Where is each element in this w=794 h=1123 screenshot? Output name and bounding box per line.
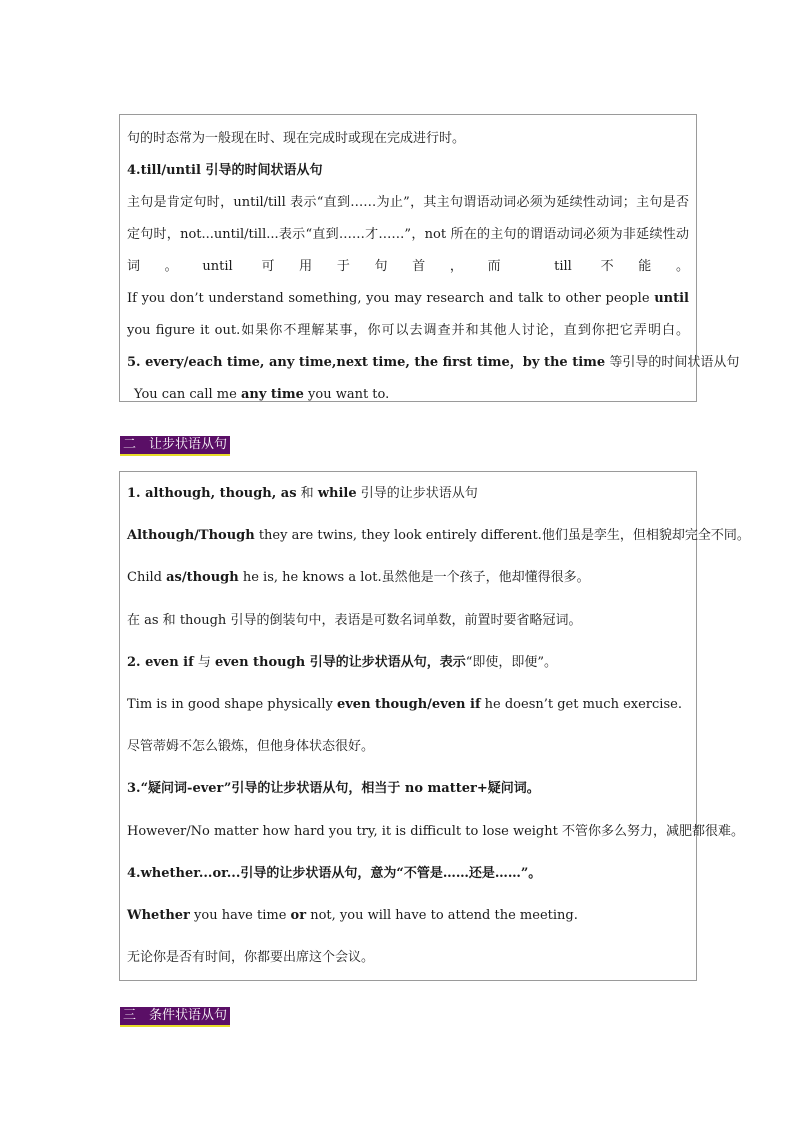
section-label-concession: 二 让步状语从句 xyxy=(120,436,230,456)
heading-whether-or: 4.whether...or...引导的让步状语从句，意为“不管是……还是……”。 xyxy=(127,865,542,881)
section-label-condition: 三 条件状语从句 xyxy=(120,1007,230,1027)
although-example: Although/Though they are twins, they look entirely different.他们虽是孪生，但相貌却完全不同。 xyxy=(127,528,750,544)
any-time-example: You can call me any time you want to. xyxy=(134,387,390,402)
heading-wh-ever: 3.“疑问词-ever”引导的让步状语从句，相当于 no matter+疑问词。 xyxy=(127,781,540,797)
whether-translation: 无论你是否有时间，你都要出席这个会议。 xyxy=(127,950,375,966)
heading-although-though: 1. although, though, as 和 while 引导的让步状语从句 xyxy=(127,486,478,501)
time-clause-box xyxy=(119,114,740,402)
as-though-example: Child as/though he is, he knows a lot.虽然他是一个孩子，他却懂得很多。 xyxy=(127,570,590,586)
till-until-example: If you don’t understand something, you may research and talk to other people until you figure it out.如果你不理解某事，你可以去调查并和其他人讨论，直到你把它弄明白。 xyxy=(127,291,689,338)
however-example: However/No matter how hard you try, it is difficult to lose weight 不管你多么努力，减肥都很难。 xyxy=(127,823,744,839)
concession-clause-box xyxy=(119,471,750,981)
even-though-example: Tim is in good shape physically even though/even if he doesn’t get much exercise. xyxy=(127,696,682,712)
heading-till-until: 4.till/until 引导的时间状语从句 xyxy=(127,163,323,178)
inversion-note: 在 as 和 though 引导的倒装句中，表语是可数名词单数，前置时要省略冠词。 xyxy=(127,612,582,628)
continuation-line: 句的时态常为一般现在时、现在完成时或现在完成进行时。 xyxy=(127,131,466,146)
heading-even-if: 2. even if 与 even though 引导的让步状语从句，表示“即使，即便”。 xyxy=(127,654,557,670)
till-until-explanation: 主句是肯定句时，until/till 表示“直到……为止”，其主句谓语动词必须为延续性动词；主句是否定句时，not...until/till...表示“直到……才……”，not 所在的主句的谓语动词必须为非延续性动词。until 可用于句首，而 till 不能。 xyxy=(127,195,689,274)
even-though-translation: 尽管蒂姆不怎么锻炼，但他身体状态很好。 xyxy=(127,739,375,755)
whether-example: Whether you have time or not, you will have to attend the meeting. xyxy=(127,907,578,923)
heading-every-time: 5. every/each time, any time,next time, the first time，by the time 等引导的时间状语从句 xyxy=(127,355,740,370)
